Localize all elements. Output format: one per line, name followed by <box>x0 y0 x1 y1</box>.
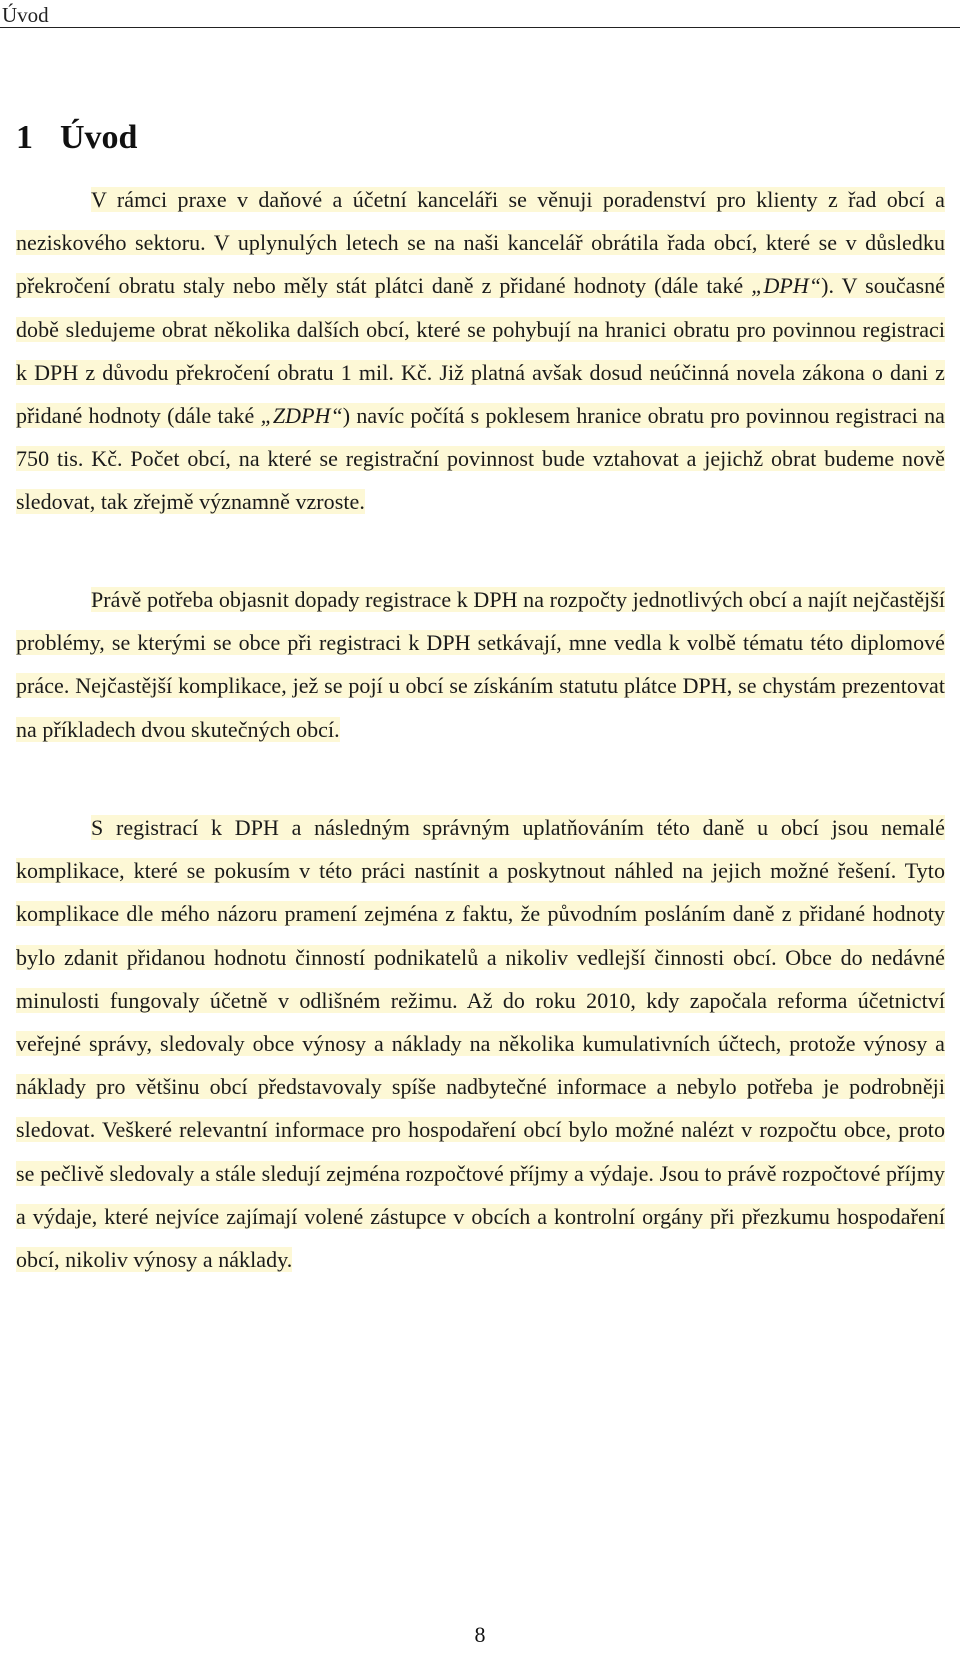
page-number: 8 <box>474 1622 486 1647</box>
paragraph-text-part: ) navíc počítá s poklesem hranice obratu pro povinnou registraci na 750 tis. Kč. Počet obcí, na které se registrační povinnost bude vztahovat a jejichž obrat budeme nově sledovat, tak zřejmě významně vzroste. <box>16 403 946 515</box>
abbreviation-zdph: „ZDPH“ <box>260 403 343 429</box>
chapter-number: 1 <box>16 119 33 156</box>
paragraph-text <box>16 187 945 514</box>
paragraph-complications <box>16 806 945 1281</box>
paragraph-text: Právě potřeba objasnit dopady registrace k DPH na rozpočty jednotlivých obcí a najít nejčastější problémy, se kterými se obce při registraci k DPH setkávají, mne vedla k volbě tématu této diplomové práce. Nejčastější komplikace, jež se pojí u obcí se získáním statutu plátce DPH, se chystám prezentovat na příkladech dvou skutečných obcí. <box>16 587 945 742</box>
chapter-title: Úvod <box>60 119 138 156</box>
paragraph-text: S registrací k DPH a následným správným uplatňováním této daně u obcí jsou nemalé komplikace, které se pokusím v této práci nastínit a poskytnout náhled na jejich možné řešení. Tyto komplikace dle mého názoru pramení zejména z faktu, že původním posláním daně z přidané hodnoty bylo zdanit přidanou hodnotu činností podnikatelů a nikoliv vedlejší činnosti obcí. Obce do nedávné minulosti fungovaly účetně v odlišném režimu. Až do roku 2010, kdy započala reforma účetnictví veřejné správy, sledovaly obce výnosy a náklady na několika kumulativních účtech, protože výnosy a náklady pro většinu obcí představovaly spíše nadbytečné informace a nebylo potřeba je podrobněji sledovat. Veškeré relevantní informace pro hospodaření obcí bylo možné nalézt v rozpočtu obce, proto se pečlivě sledovaly a stále sledují zejména rozpočtové příjmy a výdaje. Jsou to právě rozpočtové příjmy a výdaje, které nejvíce zajímají volené zástupce v obcích a kontrolní orgány při přezkumu hospodaření obcí, nikoliv výnosy a náklady. <box>16 815 945 1273</box>
paragraph-motivation <box>16 578 945 751</box>
running-header-title: Úvod <box>2 3 49 27</box>
paragraph-intro <box>16 178 945 524</box>
paragraph-text-part: V rámci praxe v daňové a účetní kanceláři se věnuji poradenství pro klienty z řad obcí a neziskového sektoru. V uplynulých letech se na naši kancelář obrátila řada obcí, které se v důsledku překročení obratu staly nebo měly stát plátci daně z přidané hodnoty (dále také <box>16 187 945 299</box>
abbreviation-dph: „DPH“ <box>751 273 822 299</box>
paragraph-text-part: ). V současné době sledujeme obrat několika dalších obcí, které se pohybují na hranici obratu pro povinnou registraci k DPH z důvodu překročení obratu 1 mil. Kč. Již platná avšak dosud neúčinná novela zákona o dani z přidané hodnoty (dále také <box>16 273 945 429</box>
chapter-heading <box>16 118 137 158</box>
running-header <box>0 0 960 28</box>
